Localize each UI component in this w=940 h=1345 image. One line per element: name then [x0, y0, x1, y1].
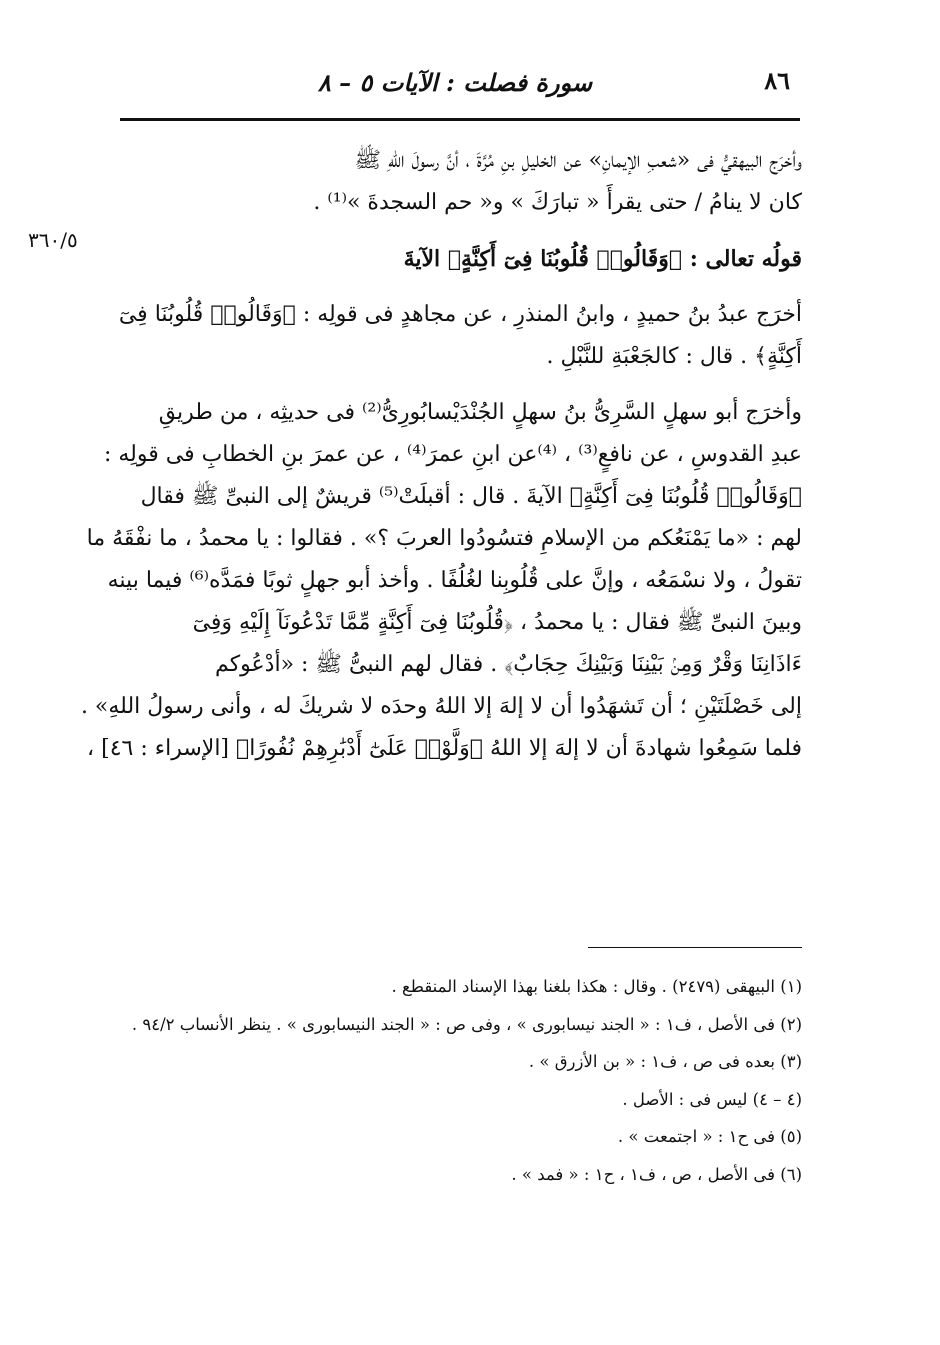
main-text [80, 140, 802, 770]
text-line: إلى خَصْلَتَيْنِ ؛ أن تَشهَدُوا أن لا إلهَ إلا اللهُ وحدَه لا شريكَ له ، وأنى رسولُ اللهِ» . [80, 694, 802, 719]
footnote-separator [588, 947, 802, 948]
text-line: ءَاذَانِنَا وَقْرٌ وَمِنۢ بَيْنِنَا وَبَيْنِكَ حِجَابٌ﴾ . فقال لهم النبىُّ ﷺ : «أدْعُوكم [215, 652, 802, 677]
margin-reference: ٣٦٠/٥ [28, 228, 78, 252]
text-line: أَكِنَّةٍ﴾ . قال : كالجَعْبَةِ للنَّبْلِ . [546, 344, 802, 369]
footnotes [110, 968, 802, 1193]
footnote: (٦) فى الأصل ، ص ، ف١ ، ح١ : « فمد » . [511, 1164, 802, 1184]
text-line: وأخرَج أبو سهلٍ السَّرِىُّ بنُ سهلٍ الجُنْدَيْسابُورِىُّ⁽²⁾ فى حديثِه ، من طريقِ [158, 400, 802, 425]
text-line: عبدِ القدوسِ ، عن نافعٍ⁽³⁾ ، ⁽⁴⁾عن ابنِ عمرَ⁽⁴⁾ ، عن عمرَ بنِ الخطابِ فى قولِه : [103, 442, 802, 467]
footnote: (٣) بعده فى ص ، ف١ : « بن الأزرق » . [528, 1052, 802, 1071]
text-line: وبينَ النبىِّ ﷺ فقال : يا محمدُ ، ﴿قُلُوبُنَا فِىٓ أَكِنَّةٍ مِّمَّا تَدْعُونَآ إِلَيْهِ وَفِىٓ [192, 610, 802, 635]
text-line: تقولُ ، ولا نسْمَعُه ، وإنَّ على قُلُوبِنا لغُلُفًا . وأخذ أبو جهلٍ ثوبًا فمَدَّه⁽⁶⁾ فيما بينه [107, 568, 802, 593]
page-header [120, 66, 790, 110]
footnote: (٢) فى الأصل ، ف١ : « الجند نيسابورى » ، وفى ص : « الجند النيسابورى » . ينظر الأنساب ٩٤/٢ . [131, 1014, 802, 1034]
text-line: ﴿وَقَالُوا۟ قُلُوبُنَا فِىٓ أَكِنَّةٍ﴾ الآيةَ . قال : أقبلَتْ⁽⁵⁾ قريشٌ إلى النبىِّ ﷺ فقال [140, 484, 802, 509]
footnote: (٥) فى ح١ : « اجتمعت » . [617, 1127, 802, 1146]
header-rule [120, 118, 800, 121]
running-title: سورة فصلت : الآيات ٥ – ٨ [317, 68, 593, 97]
text-line: كان لا ينامُ / حتى يقرأَ « تبارَكَ » و« حم السجدةَ »⁽¹⁾ . [313, 190, 802, 215]
text-line: أخرَج عبدُ بنُ حميدٍ ، وابنُ المنذرِ ، عن مجاهدٍ فى قولِه : ﴿وَقَالُوا۟ قُلُوبُنَا فِىٓ [118, 302, 802, 327]
text-line: وأخرَج البيهقيُّ فى «شعبِ الإيمانِ» عن الخليلِ بنِ مُرَّةَ ، أنَّ رسولَ اللهِ ﷺ [354, 148, 802, 173]
page-number: ٨٦ [764, 66, 790, 95]
text-line: لهم : «ما يَمْنَعُكم من الإسلامِ فتسُودُوا العربَ ؟» . فقالوا : يا محمدُ ، ما نفْقَهُ ما [86, 526, 802, 551]
section-heading: قولُه تعالى : ﴿وَقَالُوا۟ قُلُوبُنَا فِىٓ أَكِنَّةٍ﴾ الآيةَ [403, 246, 802, 272]
footnote: (٤ – ٤) ليس فى : الأصل . [622, 1089, 802, 1109]
text-line: فلما سَمِعُوا شهادةَ أن لا إلهَ إلا اللهُ ﴿وَلَّوْا۟ عَلَىٰٓ أَدْبَٰرِهِمْ نُفُورًا﴾ [الإسراء : ٤٦] ، [87, 736, 802, 761]
footnote: (١) البيهقى (٢٤٧٩) . وقال : هكذا بلغنا بهذا الإسناد المنقطع . [391, 977, 802, 996]
